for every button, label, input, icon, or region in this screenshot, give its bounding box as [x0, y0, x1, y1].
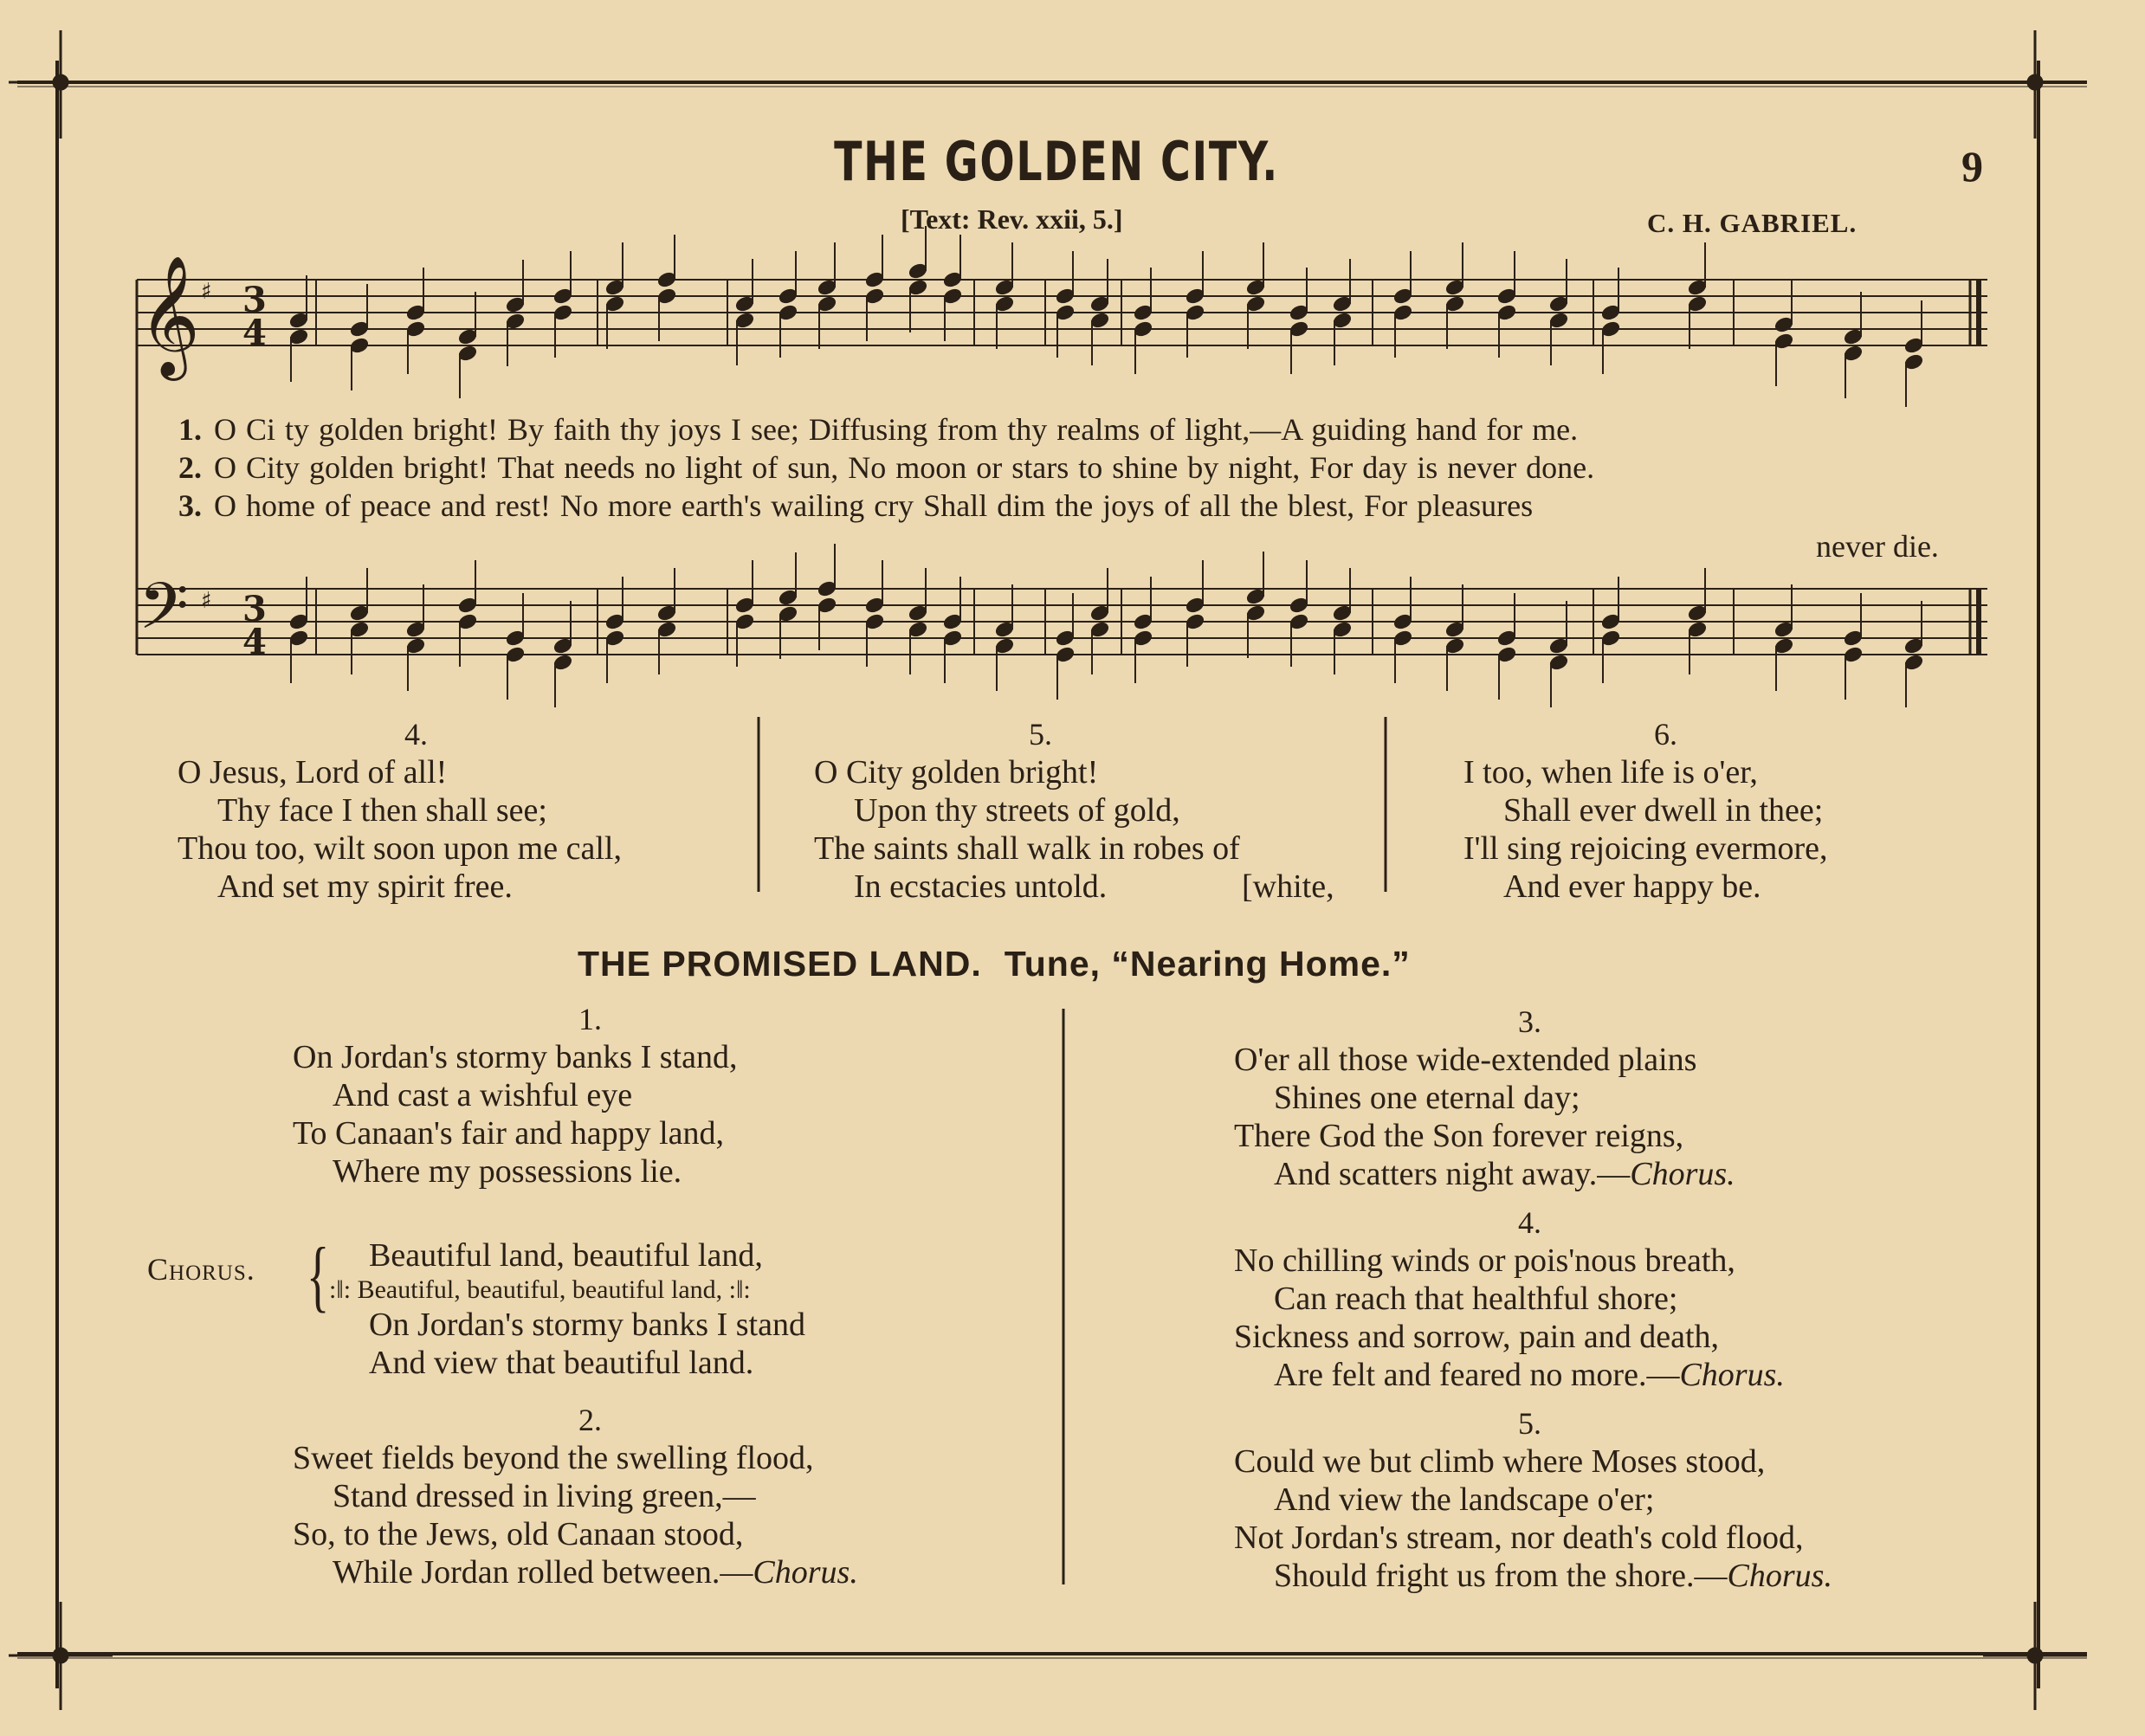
- time-sig-bottom: 4: [242, 313, 267, 353]
- composer: C. H. GABRIEL.: [1647, 208, 1857, 238]
- scripture-reference: [Text: Rev. xxii, 5.]: [901, 203, 1123, 235]
- svg-text:4: 4: [242, 622, 267, 662]
- section-heading: THE PROMISED LAND. Tune, “Nearing Home.”: [578, 944, 1411, 984]
- promised-verse-1: 1. On Jordan's stormy banks I stand, And cast a wishful eye To Canaan's fair and happy land, Where my possessions lie.: [293, 1002, 738, 1190]
- verse-5: 5. O City golden bright! Upon thy streets of gold, The saints shall walk in robes of In ecstacies untold. [white,: [814, 717, 1334, 905]
- svg-text:3: 3: [242, 589, 267, 629]
- chorus-label: Chorus.: [147, 1252, 255, 1287]
- promised-verse-4: 4. No chilling winds or pois'nous breath, Can reach that healthful shore; Sickness and sorrow, pain and death, Are felt and feared no more.—Chorus.: [1234, 1205, 1785, 1393]
- lyric-line-3-end: never die.: [1816, 529, 1939, 564]
- treble-clef-icon: 𝄞: [139, 255, 200, 376]
- lyric-line-2: 2. O City golden bright! That needs no light of sun, No moon or stars to shine by night, For day is never done.: [178, 450, 1595, 485]
- promised-verse-2: 2. Sweet fields beyond the swelling flood, Stand dressed in living green,— So, to the Jews, old Canaan stood, While Jordan rolled between.—Chorus.: [293, 1403, 858, 1591]
- verse-6: 6. I too, when life is o'er, Shall ever dwell in thee; I'll sing rejoicing evermore, And ever happy be.: [1463, 717, 1828, 905]
- bass-clef-icon: 𝄢: [139, 569, 189, 660]
- lyric-line-1: 1. O Ci ty golden bright! By faith thy joys I see; Diffusing from thy realms of light,—A guiding hand for me.: [178, 412, 1579, 447]
- brace-icon: {: [306, 1231, 330, 1320]
- chorus: Beautiful land, beautiful land, :‖: Beautiful, beautiful, beautiful land, :‖: On Jordan's stormy banks I stand And view that beautiful land.: [329, 1237, 805, 1381]
- page-number: 9: [1961, 142, 1983, 190]
- promised-verse-3: 3. O'er all those wide-extended plains Shines one eternal day; There God the Son forever reigns, And scatters night away.—Chorus.: [1234, 1004, 1735, 1192]
- promised-verse-5: 5. Could we but climb where Moses stood, And view the landscape o'er; Not Jordan's stream, nor death's cold flood, Should fright us from the shore.—Chorus.: [1234, 1406, 1832, 1594]
- verse-4: 4. O Jesus, Lord of all! Thy face I then shall see; Thou too, wilt soon upon me call, And set my spirit free.: [178, 717, 622, 905]
- hymn-title: THE GOLDEN CITY.: [834, 130, 1279, 193]
- svg-text:♯: ♯: [201, 588, 212, 614]
- lyric-line-3: 3. O home of peace and rest! No more earth's wailing cry Shall dim the joys of all the blest, For pleasures: [178, 488, 1534, 523]
- svg-text:♯: ♯: [201, 279, 212, 305]
- time-sig-top: 3: [242, 280, 267, 320]
